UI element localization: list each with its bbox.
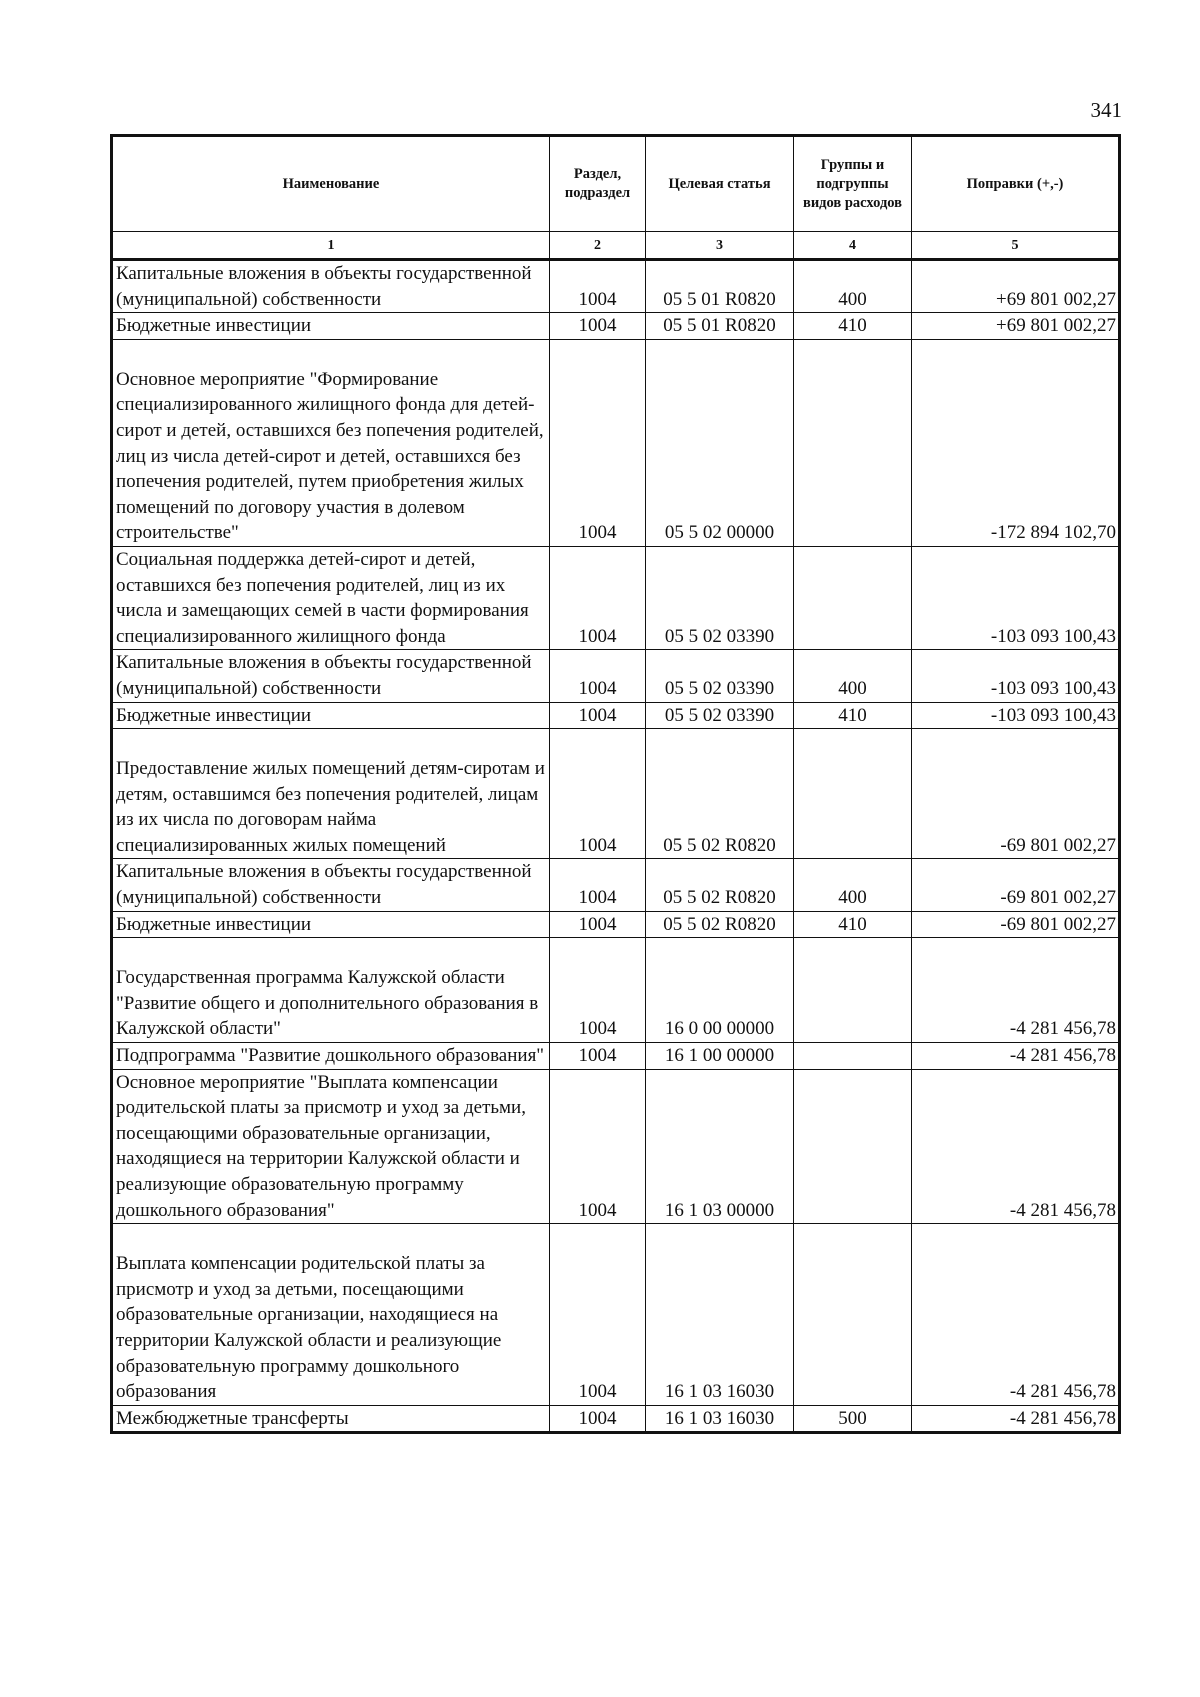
row-name: Государственная программа Калужской области "Развитие общего и дополнительного образования в Калужской области" (112, 938, 550, 1043)
row-group (794, 729, 912, 859)
row-amount: +69 801 002,27 (912, 260, 1120, 313)
row-target: 05 5 01 R0820 (646, 313, 794, 340)
row-name: Капитальные вложения в объекты государственной (муниципальной) собственности (112, 859, 550, 911)
row-target: 05 5 02 R0820 (646, 859, 794, 911)
row-group (794, 1069, 912, 1224)
row-name: Основное мероприятие "Выплата компенсации родительской платы за присмотр и уход за детьми, посещающими образовательные организации, находящиеся на территории Калужской области и реализующие образовательную программу дошкольного образования" (112, 1069, 550, 1224)
header-section: Раздел, подраздел (550, 136, 646, 232)
row-target: 05 5 02 03390 (646, 702, 794, 729)
row-section: 1004 (550, 702, 646, 729)
table-row (112, 260, 1120, 313)
table-row (112, 546, 1120, 649)
row-group (794, 546, 912, 649)
row-group: 400 (794, 859, 912, 911)
row-name: Основное мероприятие "Формирование специализированного жилищного фонда для детей-сирот и детей, оставшихся без попечения родителей, лиц из числа детей-сирот и детей, оставшихся без попечения родителей, путем приобретения жилых помещений по договору участия в долевом строительстве" (112, 339, 550, 546)
page-number: 341 (1090, 98, 1122, 122)
row-target: 16 0 00 00000 (646, 938, 794, 1043)
row-group (794, 938, 912, 1043)
row-target: 05 5 02 00000 (646, 339, 794, 546)
row-target: 16 1 03 16030 (646, 1224, 794, 1406)
row-name: Капитальные вложения в объекты государственной (муниципальной) собственности (112, 260, 550, 313)
header-row (112, 136, 1120, 232)
table-row (112, 650, 1120, 702)
row-group: 410 (794, 911, 912, 938)
row-amount: -4 281 456,78 (912, 1069, 1120, 1224)
row-target: 16 1 03 16030 (646, 1405, 794, 1433)
row-target: 05 5 02 R0820 (646, 729, 794, 859)
row-target: 16 1 00 00000 (646, 1043, 794, 1070)
row-group (794, 1224, 912, 1406)
row-name: Выплата компенсации родительской платы за присмотр и уход за детьми, посещающими образовательные организации, находящиеся на территории Калужской области и реализующие образовательную программу дошкольного образования (112, 1224, 550, 1406)
row-target: 05 5 02 03390 (646, 546, 794, 649)
row-group: 400 (794, 650, 912, 702)
row-section: 1004 (550, 1405, 646, 1433)
header-name: Наименование (112, 136, 550, 232)
row-group: 410 (794, 702, 912, 729)
row-section: 1004 (550, 911, 646, 938)
row-target: 05 5 01 R0820 (646, 260, 794, 313)
table-row (112, 1224, 1120, 1406)
table-row (112, 1043, 1120, 1070)
header-group: Группы и подгруппы видов расходов (794, 136, 912, 232)
row-target: 05 5 02 R0820 (646, 911, 794, 938)
table-row (112, 938, 1120, 1043)
row-name: Социальная поддержка детей-сирот и детей, оставшихся без попечения родителей, лиц из их числа и замещающих семей в части формирования специализированного жилищного фонда (112, 546, 550, 649)
row-amount: -4 281 456,78 (912, 938, 1120, 1043)
row-group: 500 (794, 1405, 912, 1433)
row-name: Предоставление жилых помещений детям-сиротам и детям, оставшимся без попечения родителей, лицам из их числа по договорам найма специализированных жилых помещений (112, 729, 550, 859)
row-name: Подпрограмма "Развитие дошкольного образования" (112, 1043, 550, 1070)
row-section: 1004 (550, 729, 646, 859)
column-number: 3 (646, 232, 794, 260)
table-row (112, 339, 1120, 546)
row-section: 1004 (550, 339, 646, 546)
column-number: 4 (794, 232, 912, 260)
row-amount: +69 801 002,27 (912, 313, 1120, 340)
row-name: Межбюджетные трансферты (112, 1405, 550, 1433)
row-name: Бюджетные инвестиции (112, 313, 550, 340)
row-section: 1004 (550, 1069, 646, 1224)
table-row (112, 729, 1120, 859)
column-number: 1 (112, 232, 550, 260)
row-amount: -69 801 002,27 (912, 911, 1120, 938)
table-row (112, 859, 1120, 911)
row-target: 16 1 03 00000 (646, 1069, 794, 1224)
column-number-row (112, 232, 1120, 260)
row-name: Бюджетные инвестиции (112, 911, 550, 938)
table-row (112, 313, 1120, 340)
row-target: 05 5 02 03390 (646, 650, 794, 702)
header-target: Целевая статья (646, 136, 794, 232)
header-amount: Поправки (+,-) (912, 136, 1120, 232)
table-row (112, 702, 1120, 729)
row-amount: -103 093 100,43 (912, 546, 1120, 649)
row-group (794, 1043, 912, 1070)
column-number: 5 (912, 232, 1120, 260)
row-group (794, 339, 912, 546)
row-amount: -103 093 100,43 (912, 650, 1120, 702)
table-row (112, 911, 1120, 938)
row-amount: -69 801 002,27 (912, 729, 1120, 859)
column-number: 2 (550, 232, 646, 260)
row-section: 1004 (550, 260, 646, 313)
row-section: 1004 (550, 1043, 646, 1070)
row-section: 1004 (550, 313, 646, 340)
row-section: 1004 (550, 546, 646, 649)
row-amount: -69 801 002,27 (912, 859, 1120, 911)
row-amount: -103 093 100,43 (912, 702, 1120, 729)
row-section: 1004 (550, 1224, 646, 1406)
row-group: 400 (794, 260, 912, 313)
budget-table (110, 134, 1121, 1434)
row-section: 1004 (550, 938, 646, 1043)
table-row (112, 1069, 1120, 1224)
row-amount: -4 281 456,78 (912, 1405, 1120, 1433)
row-name: Капитальные вложения в объекты государственной (муниципальной) собственности (112, 650, 550, 702)
table-row (112, 1405, 1120, 1433)
row-name: Бюджетные инвестиции (112, 702, 550, 729)
row-group: 410 (794, 313, 912, 340)
row-section: 1004 (550, 859, 646, 911)
row-amount: -172 894 102,70 (912, 339, 1120, 546)
row-amount: -4 281 456,78 (912, 1224, 1120, 1406)
row-amount: -4 281 456,78 (912, 1043, 1120, 1070)
row-section: 1004 (550, 650, 646, 702)
